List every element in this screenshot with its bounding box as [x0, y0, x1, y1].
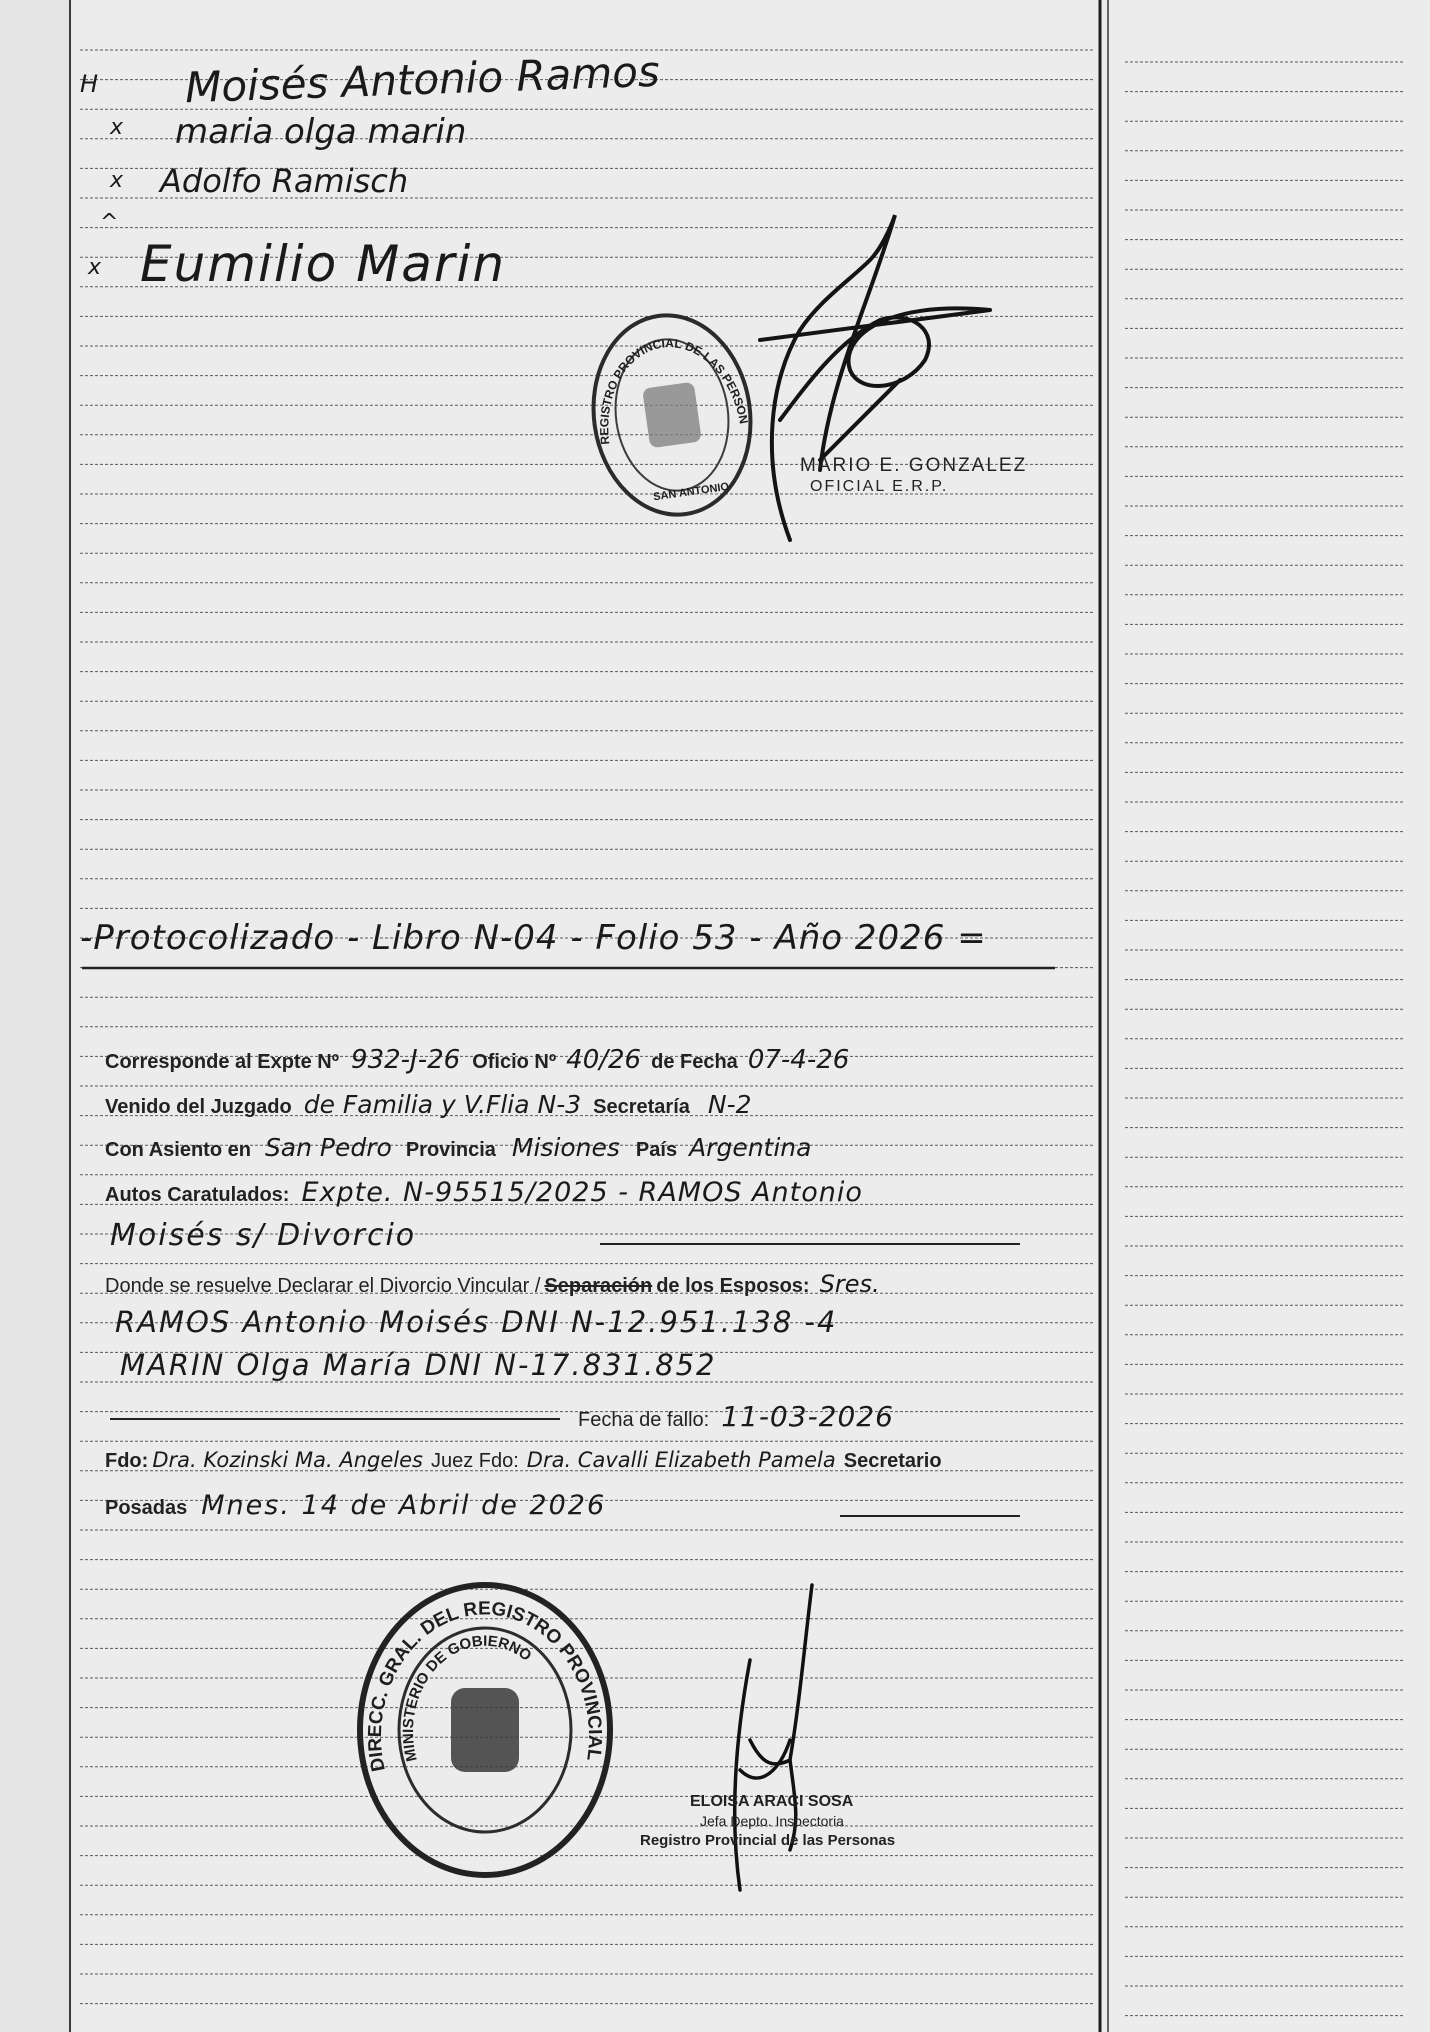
signature-mark-4: ^ — [100, 210, 119, 235]
label-oficio: Oficio Nº — [472, 1051, 557, 1073]
value-spouse-2: MARIN Olga María DNI N-17.831.852 — [120, 1348, 717, 1382]
value-spouse-1: RAMOS Antonio Moisés DNI N-12.951.138 -4 — [115, 1305, 838, 1339]
label-secretaria: Secretaría — [593, 1096, 690, 1118]
value-fecha: 07-4-26 — [747, 1045, 850, 1075]
label-juzgado: Venido del Juzgado — [105, 1096, 292, 1118]
value-autos-1: Expte. N-95515/2025 - RAMOS Antonio — [301, 1177, 863, 1208]
signature-line-3: Adolfo Ramisch — [160, 162, 409, 200]
label-juez: Juez Fdo: — [430, 1450, 519, 1472]
protocol-line: -Protocolizado - Libro N-04 - Folio 53 - Año 2026 = — [80, 918, 987, 958]
stamp-lower-ring-text: DIRECC. GRAL. DEL REGISTRO PROVINCIAL — [364, 1598, 606, 1774]
label-fecha: de Fecha — [651, 1051, 738, 1073]
value-fallo: 11-03-2026 — [721, 1400, 894, 1433]
official-stamp-upper — [581, 305, 763, 525]
stamp-lower-inner-text: MINISTERIO DE GOBIERNO — [399, 1632, 535, 1764]
form-row-fallo — [578, 1400, 894, 1433]
value-pais: Argentina — [689, 1133, 812, 1162]
stamp-upper-lower-text: SAN ANTONIO — [652, 480, 730, 504]
label-secretario: Secretario — [843, 1450, 942, 1472]
label-fallo: Fecha de fallo: — [578, 1409, 710, 1431]
fallo-fill-line — [110, 1418, 560, 1420]
value-oficio: 40/26 — [566, 1045, 642, 1075]
signature-line-4: Eumilio Marin — [140, 235, 507, 293]
stamp-upper-ring-text: REGISTRO PROVINCIAL DE LAS PERSONAS — [597, 336, 751, 446]
label-lugar: Posadas — [105, 1497, 188, 1519]
label-provincia: Provincia — [405, 1139, 496, 1161]
signature-line-1: Moisés Antonio Ramos — [184, 46, 661, 113]
ruled-lines — [80, 50, 1405, 2016]
signature-mark-1: H — [80, 70, 99, 98]
value-esposos: Sres. — [819, 1270, 880, 1298]
official-upper-name: MARIO E. GONZALEZ — [800, 455, 1028, 476]
signature-mark-5: x — [88, 255, 102, 280]
label-pais: País — [635, 1139, 678, 1161]
label-resuelve: Donde se resuelve Declarar el Divorcio Vincular / — [105, 1275, 541, 1297]
signature-mark-2: x — [110, 115, 124, 140]
autos-fill-line — [600, 1243, 1020, 1245]
signature-line-2: maria olga marin — [175, 112, 467, 152]
value-asiento: San Pedro — [264, 1133, 392, 1162]
value-juzgado: de Familia y V.Flia N-3 — [303, 1090, 582, 1119]
signer-name: ELOISA ARACI SOSA — [690, 1793, 854, 1810]
form-row-autos — [105, 1177, 863, 1208]
label-asiento: Con Asiento en — [105, 1139, 251, 1161]
form-row-resuelve — [105, 1270, 880, 1298]
lugar-fill-line — [840, 1515, 1020, 1517]
label-separacion: Separación — [544, 1275, 653, 1297]
label-esposos: de los Esposos: — [656, 1275, 810, 1297]
signature-mark-3: x — [110, 168, 124, 193]
official-upper-title: OFICIAL E.R.P. — [810, 478, 949, 495]
value-autos-2: Moisés s/ Divorcio — [110, 1218, 417, 1253]
form-row-juzgado — [105, 1090, 752, 1119]
value-provincia: Misiones — [511, 1133, 620, 1162]
label-fdo: Fdo: — [105, 1450, 149, 1472]
value-expte: 932-J-26 — [351, 1045, 461, 1075]
value-secretario: Dra. Cavalli Elizabeth Pamela — [526, 1448, 836, 1472]
value-secretaria: N-2 — [707, 1090, 752, 1119]
value-juez: Dra. Kozinski Ma. Angeles — [152, 1448, 423, 1472]
form-row-firmas — [105, 1448, 942, 1473]
label-expte: Corresponde al Expte Nº — [105, 1051, 340, 1073]
value-lugar: Mnes. 14 de Abril de 2026 — [201, 1490, 607, 1521]
official-stamp-lower — [360, 1585, 610, 1875]
form-row-expte — [105, 1045, 849, 1075]
form-row-lugar — [105, 1490, 606, 1521]
signer-title-2: Registro Provincial de las Personas — [640, 1832, 896, 1849]
signer-title-1: Jefa Depto. Inspectoria — [700, 1813, 844, 1829]
label-autos: Autos Caratulados: — [105, 1184, 290, 1206]
form-row-asiento — [105, 1133, 811, 1162]
